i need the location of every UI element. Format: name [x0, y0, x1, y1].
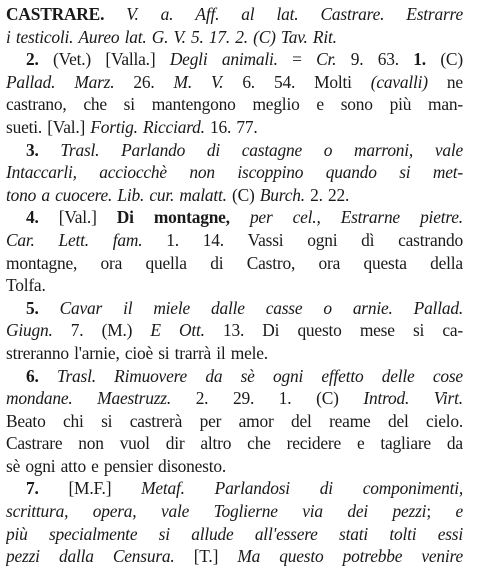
word: (C)	[232, 184, 255, 205]
word: Vassi	[247, 229, 284, 250]
text-line	[6, 274, 463, 297]
word: i	[6, 26, 11, 47]
word: si	[101, 410, 113, 431]
word: [Val.]	[58, 207, 97, 228]
word: Di	[262, 320, 280, 341]
word: ogni	[272, 365, 304, 386]
word: trarrà	[174, 342, 212, 363]
word: si	[399, 162, 411, 183]
text-line	[6, 93, 463, 116]
word: met-	[432, 162, 463, 183]
word: a.	[160, 4, 174, 24]
text-line	[6, 3, 463, 26]
word: disonesto.	[157, 455, 226, 476]
word: dir	[165, 433, 185, 454]
text-line	[6, 252, 463, 275]
word: Aff.	[195, 4, 220, 24]
word: quando	[325, 162, 377, 183]
word: Pallad.	[413, 297, 463, 318]
word: di	[210, 252, 224, 273]
word: cioè	[124, 342, 153, 363]
word: altro	[200, 433, 232, 454]
word: scrittura,	[6, 501, 69, 522]
text-line	[6, 229, 463, 252]
word: per	[199, 410, 222, 431]
entry-sense-5	[6, 297, 463, 365]
word: arnie.	[352, 297, 393, 318]
word: Pallad.	[6, 71, 56, 92]
word: da	[205, 365, 223, 386]
word: (C)	[253, 26, 276, 47]
word: e	[316, 94, 324, 115]
word: non	[189, 162, 215, 183]
word: recidere	[286, 433, 342, 454]
word: vuol	[119, 433, 150, 454]
word: marroni,	[353, 139, 414, 160]
word: E	[150, 320, 161, 341]
word: V.	[126, 4, 139, 24]
word: V.	[173, 26, 186, 47]
word: più	[389, 94, 412, 115]
word: Aureo	[78, 26, 120, 47]
word: casse	[265, 297, 303, 318]
word: all'essere	[254, 523, 318, 544]
word: o	[323, 297, 332, 318]
word: Cr.	[316, 49, 337, 70]
text-line	[6, 139, 463, 162]
word: 1.	[278, 388, 292, 409]
word: Maestruzz.	[97, 388, 172, 409]
text-line	[6, 26, 463, 49]
word: vale	[160, 501, 190, 522]
word: testicoli.	[15, 26, 74, 47]
word: [T.]	[193, 546, 219, 567]
word: più	[6, 523, 28, 544]
word: 77.	[236, 116, 258, 137]
word: Parlando	[121, 139, 186, 160]
text-line	[6, 500, 463, 523]
word: cel.,	[292, 207, 321, 228]
word: streranno	[6, 342, 69, 363]
word: 63.	[377, 49, 399, 70]
word: e	[91, 455, 99, 476]
word: iscoppino	[237, 162, 304, 183]
word: e	[356, 433, 365, 454]
word: 2.	[235, 26, 248, 47]
word: effetto	[321, 365, 364, 386]
word: 26.	[133, 71, 155, 92]
word: componimenti,	[362, 478, 463, 499]
word: questo	[297, 320, 342, 341]
entry-sense-1	[6, 3, 463, 48]
word: delle	[381, 365, 415, 386]
word: 7.	[70, 320, 84, 341]
word: Estrarre	[406, 4, 463, 24]
word: Ricciard.	[142, 116, 205, 137]
word: 6.	[26, 365, 39, 386]
word: castagne	[241, 139, 302, 160]
word: pensier	[103, 455, 153, 476]
word: 22.	[327, 184, 350, 205]
word: Car.	[6, 229, 35, 250]
word: questa	[363, 252, 407, 273]
word: Lett.	[58, 229, 89, 250]
word: 1.	[413, 49, 426, 70]
word: Fortig.	[90, 116, 138, 137]
word: Beato	[6, 410, 46, 431]
word: questo	[279, 546, 324, 567]
word: =	[292, 49, 302, 70]
word: Tolfa.	[6, 275, 46, 296]
word: Lib.	[117, 184, 145, 205]
word: mantengono	[151, 94, 236, 115]
word: sè	[6, 455, 21, 476]
word: sono	[340, 94, 373, 115]
word: il	[123, 297, 133, 318]
word: specialmente	[48, 523, 138, 544]
word: meglio	[252, 94, 300, 115]
word: non	[78, 433, 104, 454]
word: da	[446, 433, 463, 454]
word: dì	[361, 229, 375, 250]
word: 5.	[191, 26, 204, 47]
word: Rimuovere	[114, 365, 188, 386]
word: potrebbe	[342, 546, 403, 567]
word: di	[206, 139, 221, 160]
text-line	[6, 523, 463, 546]
entry-sense-7	[6, 477, 463, 567]
word: venire	[421, 546, 463, 567]
word: dalla	[58, 546, 94, 567]
word: Metaf.	[141, 478, 185, 499]
word: (cavalli)	[370, 71, 428, 92]
word: Ma	[237, 546, 261, 567]
word: Intaccarli,	[6, 162, 77, 183]
word: 6.	[242, 71, 255, 92]
word: Castro,	[246, 252, 296, 273]
word: essi	[437, 523, 463, 544]
word: ogni	[307, 229, 338, 250]
text-line	[6, 365, 463, 388]
word: 5.	[26, 297, 39, 318]
word: fam.	[112, 229, 143, 250]
word: al	[241, 4, 255, 24]
word: cur.	[149, 184, 175, 205]
word: cielo.	[426, 410, 463, 431]
word: 7.	[26, 478, 39, 499]
word: sueti.	[6, 116, 42, 137]
text-line	[6, 387, 463, 410]
entry-sense-6	[6, 365, 463, 478]
word: si	[158, 342, 170, 363]
word: Rit.	[312, 26, 337, 47]
text-line	[6, 161, 463, 184]
word: 14.	[202, 229, 224, 250]
word: Introd.	[363, 388, 410, 409]
word: (C)	[316, 388, 339, 409]
word: quella	[145, 252, 187, 273]
word: 4.	[26, 207, 39, 228]
word: 1.	[166, 229, 179, 250]
word: del	[290, 410, 312, 431]
word: M.	[173, 71, 192, 92]
word: ora	[100, 252, 123, 273]
word: mele.	[230, 342, 268, 363]
word: si	[123, 94, 135, 115]
word: pezzi	[6, 546, 40, 567]
word: ora	[318, 252, 341, 273]
word: Degli	[169, 49, 208, 70]
text-line	[6, 319, 463, 342]
word: che	[83, 94, 107, 115]
word: Tav.	[280, 26, 308, 47]
text-line	[6, 545, 463, 568]
word: 9.	[350, 49, 364, 70]
word: montagne,	[6, 252, 78, 273]
word: dalle	[210, 297, 245, 318]
word: Parlandosi	[214, 478, 290, 499]
text-line	[6, 432, 463, 455]
word: CASTRARE.	[6, 4, 105, 24]
word: Giugn.	[6, 320, 53, 341]
word: si	[412, 320, 425, 341]
word: montagne,	[153, 207, 230, 228]
word: acciocchè	[99, 162, 167, 183]
text-line	[6, 342, 463, 365]
word: Censura.	[112, 546, 175, 567]
word: malatt.	[179, 184, 227, 205]
word: atto	[60, 455, 86, 476]
word: [M.F.]	[68, 478, 112, 499]
word: dei	[347, 501, 369, 522]
word: 3.	[26, 139, 39, 160]
word: ca-	[442, 320, 463, 341]
text-line	[6, 410, 463, 433]
word: o	[323, 139, 333, 160]
word: chi	[63, 410, 84, 431]
text-line	[6, 71, 463, 94]
text-line	[6, 297, 463, 320]
text-line	[6, 48, 463, 71]
word: man-	[428, 94, 463, 115]
word: opera,	[92, 501, 137, 522]
word: mese	[359, 320, 395, 341]
text-line	[6, 184, 463, 207]
word: il	[216, 342, 226, 363]
word: Castrare.	[320, 4, 385, 24]
word: della	[430, 252, 463, 273]
word: (C)	[440, 49, 463, 70]
word: tolti	[389, 523, 417, 544]
word: tono	[6, 184, 37, 205]
word: 29.	[233, 388, 255, 409]
word: del	[387, 410, 409, 431]
word: amor	[238, 410, 274, 431]
word: cuocere.	[55, 184, 113, 205]
word: a	[41, 184, 50, 205]
word: tagliare	[380, 433, 431, 454]
word: ogni	[25, 455, 56, 476]
word: 17.	[208, 26, 231, 47]
word: miele	[153, 297, 190, 318]
word: lat.	[276, 4, 299, 24]
word: Toglierne	[213, 501, 278, 522]
word: Marz.	[74, 71, 115, 92]
word: reame	[329, 410, 371, 431]
word: sè	[240, 365, 255, 386]
word: Estrarne	[340, 207, 400, 228]
word: animali.	[221, 49, 278, 70]
word: che	[247, 433, 271, 454]
word: castrano,	[6, 94, 67, 115]
word: [Valla.]	[105, 49, 156, 70]
entry-sense-4	[6, 206, 463, 296]
word: Virt.	[433, 388, 463, 409]
word: 16.	[210, 116, 232, 137]
word: si	[158, 523, 170, 544]
word: castrerà	[129, 410, 183, 431]
entry-sense-2	[6, 48, 463, 138]
word: 54.	[273, 71, 296, 92]
word: 2.	[26, 49, 39, 70]
text-line	[6, 455, 463, 478]
word: via	[302, 501, 323, 522]
word: di	[319, 478, 333, 499]
word: V.	[210, 71, 224, 92]
word: pietre.	[420, 207, 463, 228]
word: pezzi;	[392, 501, 431, 522]
text-line	[6, 116, 463, 139]
word: lat.	[124, 26, 147, 47]
word: mondane.	[6, 388, 73, 409]
word: vale	[434, 139, 463, 160]
text-line	[6, 477, 463, 500]
word: Trasl.	[60, 139, 100, 160]
word: Molti	[314, 71, 352, 92]
word: Castrare	[6, 433, 63, 454]
word: allude	[191, 523, 234, 544]
word: ne	[446, 71, 463, 92]
word: 2.	[310, 184, 323, 205]
word: Di	[116, 207, 134, 228]
word: Cavar	[59, 297, 103, 318]
word: stati	[339, 523, 369, 544]
word: cose	[432, 365, 463, 386]
word: l'arnie,	[74, 342, 120, 363]
word: Ott.	[179, 320, 205, 341]
entry-sense-3	[6, 139, 463, 207]
word: G.	[151, 26, 169, 47]
word: [Val.]	[47, 116, 86, 137]
word: Burch.	[259, 184, 305, 205]
word: (M.)	[101, 320, 133, 341]
word: e	[455, 501, 463, 522]
word: 13.	[222, 320, 245, 341]
word: Trasl.	[56, 365, 96, 386]
word: (Vet.)	[53, 49, 91, 70]
word: per	[249, 207, 273, 228]
word: castrando	[398, 229, 463, 250]
text-line	[6, 206, 463, 229]
word: 2.	[195, 388, 209, 409]
